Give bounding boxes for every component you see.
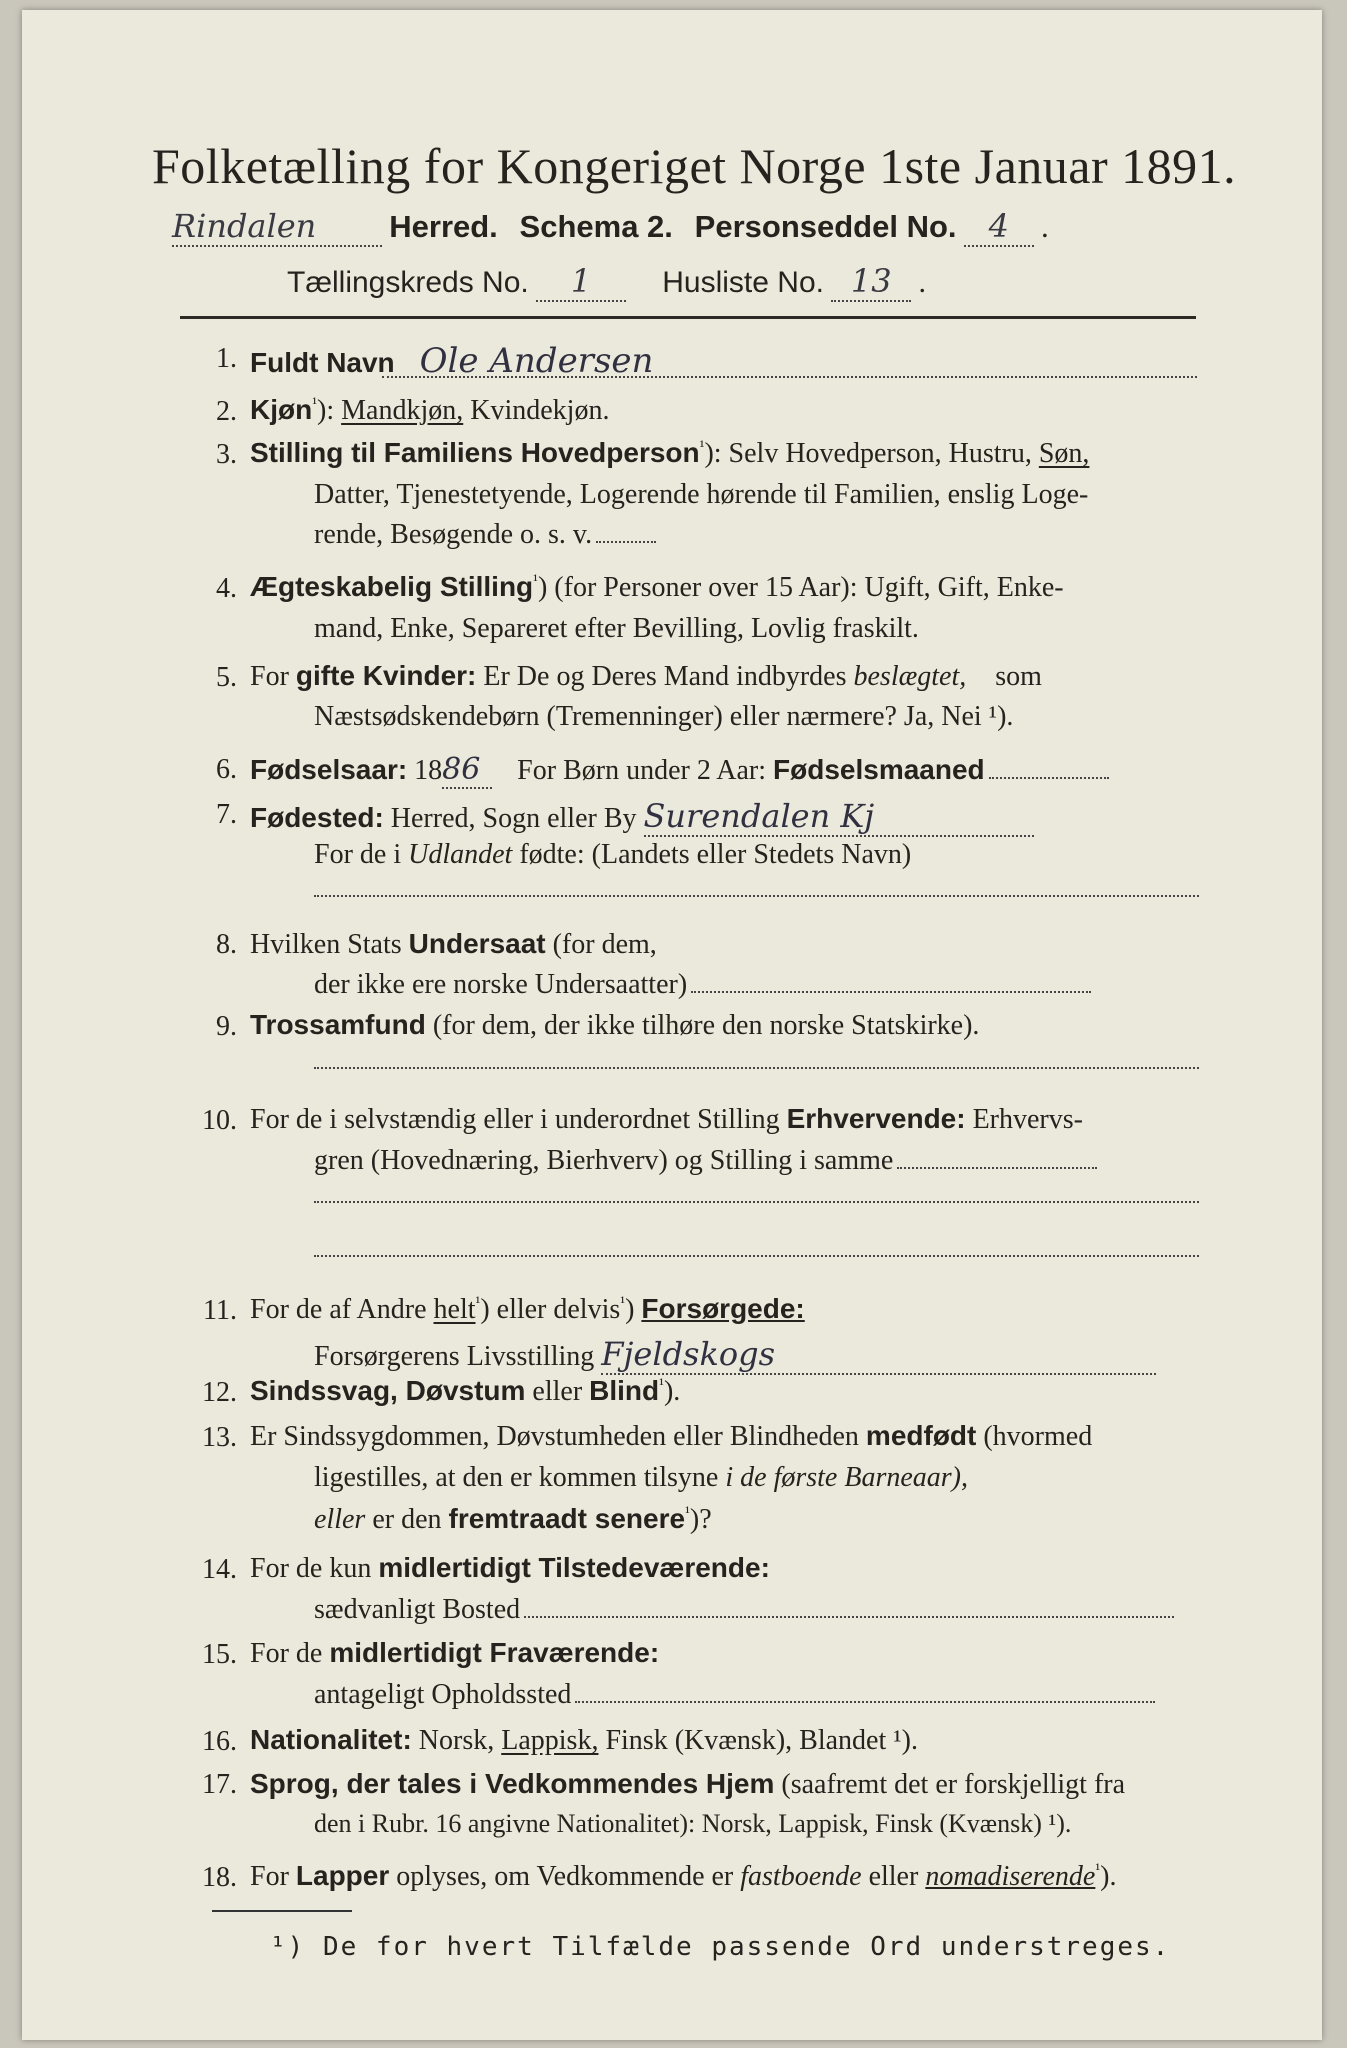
lapps-text-c: eller [868, 1861, 919, 1892]
supported-helt: helt [433, 1294, 476, 1325]
later-onset-label: fremtraadt senere [448, 1503, 686, 1534]
item-8-row-b [314, 969, 1091, 1001]
item-number: 15. [202, 1639, 237, 1670]
probable-residence-text: antageligt Opholdssted [314, 1679, 572, 1710]
family-position-options-c: rende, Besøgende o. s. v. [314, 519, 593, 550]
congenital-eller: eller [314, 1504, 366, 1535]
congenital-text-b: ligestilles, at den er kommen tilsyne [314, 1462, 719, 1493]
item-number: 2. [216, 396, 237, 427]
religion-dotline [314, 1067, 1199, 1069]
supporter-occupation-text: Forsørgerens Livsstilling [314, 1341, 595, 1372]
family-position-options-b: Datter, Tjenestetyende, Logerende hørende til Familien, enslig Loge- [314, 479, 1089, 510]
marital-status-options-a: (for Personer over 15 Aar): Ugift, Gift, Enke- [554, 572, 1064, 603]
item-5-row [250, 660, 1042, 693]
birthplace-label: Fødested: [250, 802, 384, 833]
temp-present-label: midlertidigt Tilstedeværende: [378, 1552, 770, 1583]
item-number: 14. [202, 1554, 237, 1585]
item-17-row [250, 1768, 1125, 1801]
temp-absent-text-a: For de [250, 1638, 323, 1669]
temp-absent-label: midlertidigt Fraværende: [329, 1637, 660, 1668]
nationality-text-b: Finsk (Kvænsk), Blandet ¹). [605, 1725, 918, 1756]
occupation-label: Erhvervende: [786, 1103, 966, 1134]
item-number: 1. [216, 343, 237, 374]
kreds-label: Tællingskreds No. [287, 266, 529, 299]
item-number: 8. [216, 929, 237, 960]
birth-year-value: 86 [442, 752, 492, 789]
personseddel-label: Personseddel No. [694, 209, 957, 244]
temp-present-text-a: For de kun [250, 1553, 372, 1584]
item-3-row-c [314, 519, 656, 551]
item-7-row [250, 797, 1034, 837]
item-number: 7. [216, 799, 237, 830]
footnote-rule [212, 1910, 352, 1912]
form-title: Folketælling for Kongeriget Norge 1ste Januar 1891. [152, 138, 1237, 194]
item-4-row: Ægteskabelig Stilling$^{^1}$) (for Personer over 15 Aar): Ugift, Gift, Enke- [250, 571, 1064, 603]
item-10-row-b [314, 1145, 1097, 1177]
supported-text-a2: eller delvis [496, 1294, 621, 1325]
census-form-sheet [22, 10, 1322, 2040]
item-12-row: Sindssvag, Døvstum eller Blind$^{^1}$). [250, 1375, 681, 1407]
congenital-italic: i de første Barneaar), [725, 1462, 968, 1493]
birth-month-label: Fødselsmaaned [773, 754, 985, 785]
citizenship-pre: Hvilken Stats [250, 929, 402, 960]
citizenship-label: Undersaat [408, 928, 546, 959]
supported-text-a: For de af Andre [250, 1294, 427, 1325]
footnote-mark: ¹ [475, 1294, 481, 1312]
family-position-options-a: Selv Hovedperson, Hustru, [728, 438, 1032, 469]
herred-value: Rindalen [172, 207, 382, 247]
item-14-row [250, 1552, 770, 1585]
religion-label: Trossamfund [250, 1009, 426, 1040]
occupation-text-a2: Erhvervs- [972, 1104, 1083, 1135]
sex-label: Kjøn [250, 394, 313, 425]
item-6-row [250, 752, 1109, 789]
married-women-text-a: Er De og Deres Mand indbyrdes [483, 661, 847, 692]
footnote-mark: ¹ [699, 438, 705, 456]
language-text-a: (saafremt det er forskjelligt fra [781, 1769, 1126, 1800]
sex-option-female: Kvindekjøn. [470, 395, 610, 426]
item-number: 4. [216, 573, 237, 604]
disability-label: Sindssvag, Døvstum [250, 1375, 526, 1406]
item-13-row-b [314, 1462, 968, 1494]
married-women-pre: For [250, 661, 289, 692]
birth-year-label: Fødselsaar: [250, 754, 408, 785]
item-2-row: Kjøn$^{^1}$): Mandkjøn, Kvindekjøn. [250, 394, 610, 426]
marital-status-label: Ægteskabelig Stilling [250, 571, 534, 602]
lapps-text-b: oplyses, om Vedkommende er [396, 1861, 734, 1892]
item-13-row [250, 1420, 1092, 1453]
schema-label: Schema 2. [519, 209, 673, 244]
full-name-value: Ole Andersen [419, 341, 654, 381]
footnote-mark: ¹ [533, 572, 538, 590]
item-18-row: For Lapper oplyses, om Vedkommende er fastboende eller nomadiserende$^{^1}$). [250, 1860, 1117, 1892]
birthplace-text: Herred, Sogn eller By [390, 803, 637, 834]
lapps-resident: fastboende [740, 1861, 862, 1892]
header-kreds-line: Tællingskreds No. 1 Husliste No. 13 . [287, 262, 926, 300]
disability-label-blind: Blind [589, 1375, 660, 1406]
husliste-value: 13 [831, 262, 911, 302]
item-11-row-b [314, 1335, 1156, 1375]
marital-status-options-b: mand, Enke, Separeret efter Bevilling, Lovlig fraskilt. [314, 613, 919, 644]
item-number: 17. [202, 1769, 237, 1800]
lapps-pre: For [250, 1861, 289, 1892]
item-number: 13. [202, 1422, 237, 1453]
item-1-row [250, 341, 653, 381]
nationality-label: Nationalitet: [250, 1724, 412, 1755]
personseddel-value: 4 [964, 207, 1034, 247]
item-10-row [250, 1103, 1083, 1136]
citizenship-text-b: der ikke ere norske Undersaatter) [314, 969, 688, 1000]
item-9-row [250, 1009, 979, 1042]
item-number: 11. [203, 1295, 237, 1326]
item-13-row-c: eller er den fremtraadt senere$^{^1}$)? [314, 1503, 712, 1535]
item-number: 6. [216, 754, 237, 785]
item-number: 9. [216, 1011, 237, 1042]
married-women-text-b: Næstsødskendebørn (Tremenninger) eller nærmere? Ja, Nei ¹). [314, 701, 1014, 732]
item-number: 16. [202, 1726, 237, 1757]
footnote-mark: ¹ [312, 395, 318, 413]
usual-residence-text: sædvanligt Bosted [314, 1594, 521, 1625]
family-position-label: Stilling til Familiens Hovedperson [250, 437, 700, 468]
language-label: Sprog, der tales i Vedkommendes Hjem [250, 1768, 775, 1799]
header-herred-line: Rindalen Herred. Schema 2. Personseddel No. 4 . [172, 207, 1049, 245]
lapps-label: Lapper [295, 1860, 390, 1891]
congenital-text-a: Er Sindssygdommen, Døvstumheden eller Blindheden [250, 1421, 859, 1452]
sex-option-male: Mandkjøn, [341, 395, 464, 426]
supported-label: Forsørgede: [641, 1293, 805, 1324]
foreign-born-dotline [314, 895, 1199, 897]
foreign-born-text: fødte: (Landets eller Stedets Navn) [519, 839, 912, 870]
foreign-born-italic: Udlandet [408, 839, 513, 870]
item-15-row-b [314, 1679, 1155, 1711]
footnote: ¹) De for hvert Tilfælde passende Ord understreges. [270, 1932, 1171, 1962]
occupation-text-a: For de i selvstændig eller i underordnet Stilling [250, 1104, 780, 1135]
item-7-row-b [314, 839, 911, 871]
married-women-label: gifte Kvinder: [295, 660, 477, 691]
supporter-occupation-value: Fjeldskogs [601, 1335, 1156, 1375]
birthplace-value: Surendalen Kj [644, 797, 1034, 837]
nationality-lappisk: Lappisk, [501, 1725, 599, 1756]
item-14-row-b [314, 1594, 1174, 1626]
item-number: 12. [202, 1377, 237, 1408]
full-name-dotline [382, 376, 1197, 378]
item-8-row [250, 928, 657, 961]
later-onset-tail: ? [699, 1504, 712, 1535]
occupation-dotline-2 [314, 1255, 1199, 1257]
occupation-dotline-1 [314, 1201, 1199, 1203]
header-rule [180, 316, 1196, 319]
kreds-value: 1 [536, 262, 626, 302]
lapps-nomadic: nomadiserende [925, 1861, 1096, 1892]
nationality-text-a: Norsk, [418, 1725, 495, 1756]
family-position-selected-son: Søn, [1038, 438, 1090, 469]
item-number: 18. [202, 1862, 237, 1893]
foreign-born-pre: For de i [314, 839, 402, 870]
congenital-text-a2: (hvormed [983, 1421, 1093, 1452]
item-number: 10. [202, 1105, 237, 1136]
husliste-label: Husliste No. [662, 266, 824, 299]
married-women-text-a2: som [995, 661, 1042, 692]
item-3-row: Stilling til Familiens Hovedperson$^{^1}$): Selv Hovedperson, Hustru, Søn, [250, 437, 1090, 469]
citizenship-text-a: (for dem, [552, 929, 657, 960]
item-15-row [250, 1637, 659, 1670]
birth-month-text: For Børn under 2 Aar: [517, 755, 767, 786]
full-name-label: Fuldt Navn [250, 347, 395, 378]
disability-text: eller [532, 1376, 583, 1407]
language-text-b: den i Rubr. 16 angivne Nationalitet): Norsk, Lappisk, Finsk (Kvænsk) ¹). [314, 1809, 1072, 1838]
item-16-row [250, 1724, 918, 1757]
congenital-label: medfødt [865, 1420, 977, 1451]
item-number: 3. [216, 439, 237, 470]
congenital-text-c: er den [372, 1504, 442, 1535]
married-women-related: beslægtet, [853, 661, 967, 692]
herred-label: Herred. [389, 209, 498, 244]
birth-year-prefix: 18 [414, 755, 443, 786]
religion-text: (for dem, der ikke tilhøre den norske Statskirke). [432, 1010, 980, 1041]
occupation-text-b: gren (Hovednæring, Bierhverv) og Stilling i samme [314, 1145, 894, 1176]
item-11-row: For de af Andre helt$^{^1}$) eller delvis$^{^1}$) Forsørgede: [250, 1293, 805, 1325]
item-number: 5. [216, 662, 237, 693]
